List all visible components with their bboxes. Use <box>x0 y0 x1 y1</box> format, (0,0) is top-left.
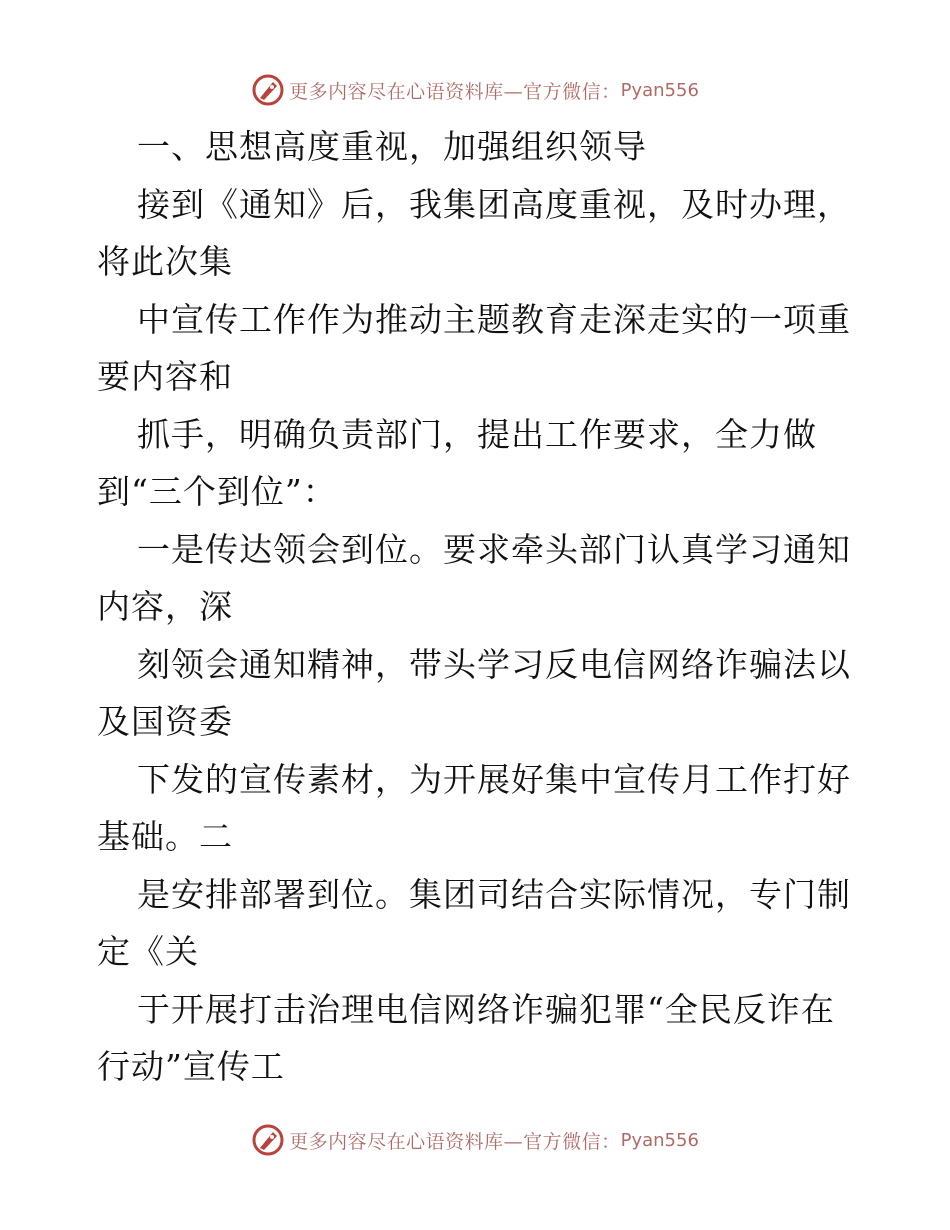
banner-wechat-id: Pyan556 <box>620 1129 699 1151</box>
body-line: 内容，深 <box>97 587 233 626</box>
banner-wechat-id: Pyan556 <box>620 79 699 101</box>
body-line: 基础。二 <box>97 817 233 856</box>
body-line: 及国资委 <box>97 702 233 741</box>
body-line: 到“三个到位”： <box>97 472 337 511</box>
footer-watermark-banner <box>0 1120 950 1160</box>
document-body <box>97 118 857 1096</box>
banner-text: 更多内容尽在心语资料库—官方微信： <box>289 1130 621 1153</box>
pen-nib-logo-icon <box>251 1123 285 1157</box>
header-watermark-banner <box>0 70 950 110</box>
banner-text: 更多内容尽在心语资料库—官方微信： <box>289 80 621 103</box>
body-line: 中宣传工作作为推动主题教育走深走实的一项重 <box>137 299 851 339</box>
body-line: 接到《通知》后，我集团高度重视，及时办理， <box>137 184 851 224</box>
body-line: 将此次集 <box>97 242 233 281</box>
body-line: 刻领会通知精神，带头学习反电信网络诈骗法以 <box>137 644 851 684</box>
pen-nib-logo-icon <box>251 73 285 107</box>
body-line: 抓手，明确负责部门，提出工作要求，全力做 <box>137 414 817 454</box>
body-line: 定《关 <box>97 932 199 971</box>
body-line: 一是传达领会到位。要求牵头部门认真学习通知 <box>137 529 851 569</box>
body-line: 是安排部署到位。集团司结合实际情况，专门制 <box>137 874 851 914</box>
body-line: 一、思想高度重视，加强组织领导 <box>137 127 647 166</box>
body-line: 于开展打击治理电信网络诈骗犯罪“全民反诈在 <box>137 989 835 1029</box>
body-line: 下发的宣传素材，为开展好集中宣传月工作打好 <box>137 759 851 799</box>
body-line: 要内容和 <box>97 357 233 396</box>
body-line: 行动”宣传工 <box>97 1047 285 1086</box>
